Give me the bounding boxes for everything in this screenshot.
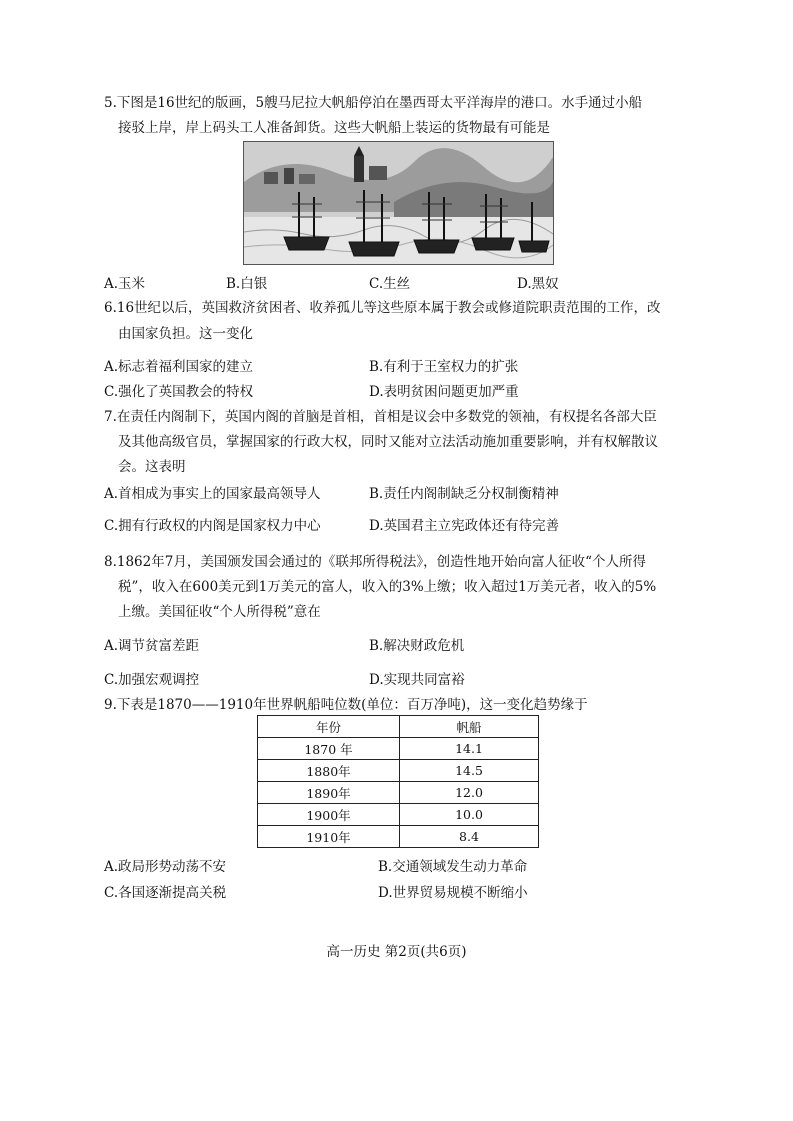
table-row bbox=[258, 760, 539, 782]
table-header-sailing-ships: 帆船 bbox=[400, 716, 539, 738]
q6-option-c: C.强化了英国教会的特权 bbox=[104, 384, 254, 400]
q5-option-b: B.白银 bbox=[226, 276, 268, 292]
q5-option-c: C.生丝 bbox=[369, 276, 411, 292]
q6-option-a: A.标志着福利国家的建立 bbox=[104, 359, 254, 375]
table-cell-value: 14.1 bbox=[400, 738, 539, 760]
q5-stem-line1: 5.下图是16世纪的版画，5艘马尼拉大帆船停泊在墨西哥太平洋海岸的港口。水手通过小船 bbox=[104, 95, 643, 111]
q9-stem-line1: 9.下表是1870——1910年世界帆船吨位数(单位：百万净吨)，这一变化趋势缘于 bbox=[104, 697, 588, 713]
table-cell-year: 1880年 bbox=[258, 760, 400, 782]
q7-stem-line1: 7.在责任内阁制下，英国内阁的首脑是首相，首相是议会中多数党的领袖，有权提名各部大臣 bbox=[104, 409, 657, 425]
page-footer: 高一历史 第2页(共6页) bbox=[326, 944, 467, 960]
q9-option-b: B.交通领域发生动力革命 bbox=[378, 859, 528, 875]
q6-option-d: D.表明贫困问题更加严重 bbox=[369, 384, 519, 400]
q8-stem-line1: 8.1862年7月，美国颁发国会通过的《联邦所得税法》，创造性地开始向富人征收“个人所得 bbox=[104, 554, 646, 570]
table-row bbox=[258, 826, 539, 848]
table-cell-value: 14.5 bbox=[400, 760, 539, 782]
table-row bbox=[258, 738, 539, 760]
table-cell-value: 10.0 bbox=[400, 804, 539, 826]
table-cell-year: 1910年 bbox=[258, 826, 400, 848]
galleon-engraving bbox=[243, 141, 554, 265]
sail-tonnage-table bbox=[257, 715, 539, 848]
q9-option-a: A.政局形势动荡不安 bbox=[104, 859, 227, 875]
q9-option-c: C.各国逐渐提高关税 bbox=[104, 885, 227, 901]
q8-stem-line3: 上缴。美国征收“个人所得税”意在 bbox=[118, 604, 321, 620]
q8-option-c: C.加强宏观调控 bbox=[104, 672, 200, 688]
q8-stem-line2: 税”，收入在600美元到1万美元的富人，收入的3%上缴；收入超过1万美元者，收入的5% bbox=[118, 579, 657, 595]
q7-option-c: C.拥有行政权的内阁是国家权力中心 bbox=[104, 518, 321, 534]
q9-option-d: D.世界贸易规模不断缩小 bbox=[378, 885, 528, 901]
q8-option-a: A.调节贫富差距 bbox=[104, 638, 200, 654]
q6-stem-line1: 6.16世纪以后，英国救济贫困者、收养孤儿等这些原本属于教会或修道院职责范围的工作，改 bbox=[104, 300, 661, 316]
q7-option-d: D.英国君主立宪政体还有待完善 bbox=[369, 518, 560, 534]
q5-stem-line2: 接驳上岸，岸上码头工人准备卸货。这些大帆船上装运的货物最有可能是 bbox=[118, 120, 550, 136]
table-row bbox=[258, 782, 539, 804]
table-row bbox=[258, 804, 539, 826]
q7-stem-line3: 会。这表明 bbox=[118, 459, 186, 475]
table-cell-year: 1900年 bbox=[258, 804, 400, 826]
q6-option-b: B.有利于王室权力的扩张 bbox=[369, 359, 519, 375]
table-cell-year: 1890年 bbox=[258, 782, 400, 804]
table-header-year: 年份 bbox=[258, 716, 400, 738]
q5-option-d: D.黑奴 bbox=[517, 276, 559, 292]
q7-option-b: B.责任内阁制缺乏分权制衡精神 bbox=[369, 486, 559, 502]
table-cell-year: 1870 年 bbox=[258, 738, 400, 760]
table-cell-value: 12.0 bbox=[400, 782, 539, 804]
q8-option-d: D.实现共同富裕 bbox=[369, 672, 465, 688]
q8-option-b: B.解决财政危机 bbox=[369, 638, 465, 654]
table-cell-value: 8.4 bbox=[400, 826, 539, 848]
table-header-row bbox=[258, 716, 539, 738]
q5-option-a: A.玉米 bbox=[104, 276, 146, 292]
q7-stem-line2: 及其他高级官员，掌握国家的行政大权，同时又能对立法活动施加重要影响，并有权解散议 bbox=[118, 434, 658, 450]
q7-option-a: A.首相成为事实上的国家最高领导人 bbox=[104, 486, 321, 502]
q6-stem-line2: 由国家负担。这一变化 bbox=[118, 326, 253, 342]
